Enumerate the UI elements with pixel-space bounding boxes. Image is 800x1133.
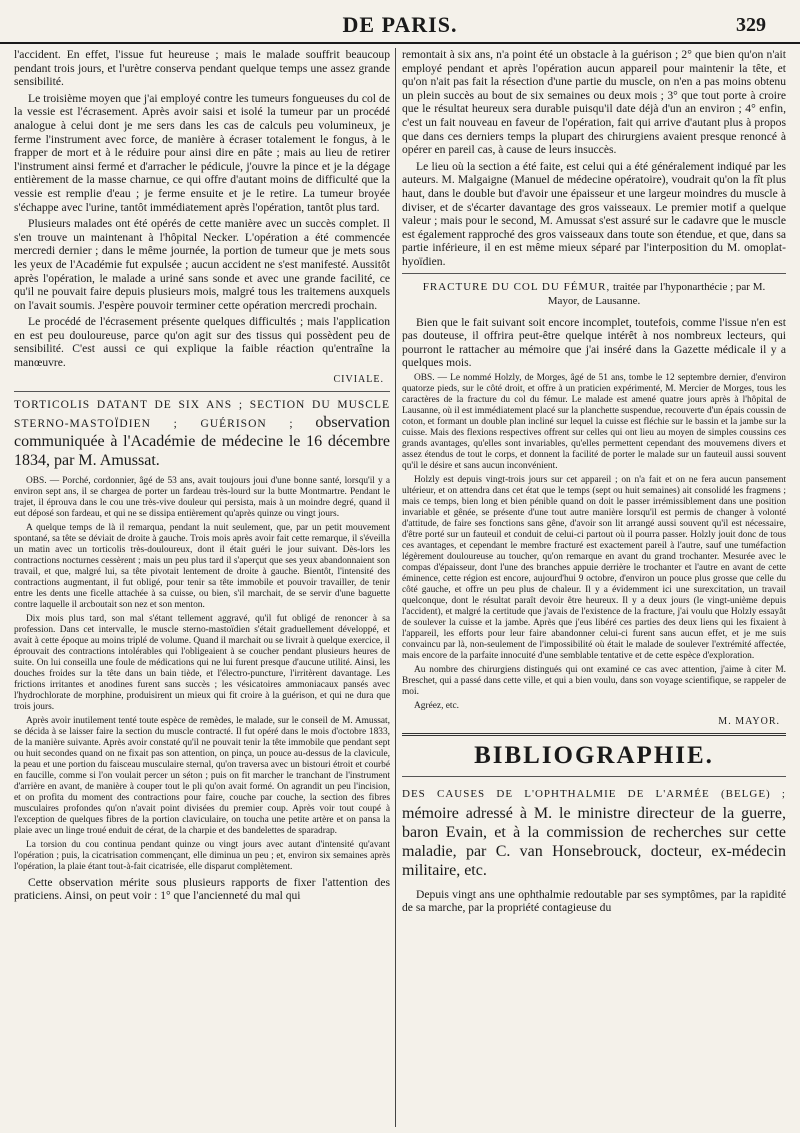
paragraph: Bien que le fait suivant soit encore incomplet, toutefois, comme l'issue n'en est pas douteuse, il offrira peut-être quelque intérêt à nos nombreux lecteurs, qui pourront le rattacher au mémoire que j'ai inséré dans la Gazette médicale il y a quelques mois. xyxy=(402,315,786,370)
bibliography-title-caps: DES CAUSES DE L'OPHTHALMIE DE L'ARMÉE (BELGE) ; xyxy=(402,787,786,800)
observation-paragraph: A quelque temps de là il remarqua, pendant la nuit seulement, que, par un petit mouvement spontané, sa tête se déviait de droite à gauche. Trois mois après avoir fait cette remarque, il s'éveilla un matin avec un torticolis très-douloureux, dont il était guéri le jour suivant. Dès-lors les contractions nocturnes cessèrent ; mais un peu plus tard il s'aperçut que ses yeux abandonnaient son travail, et que, malgré lui, sa tête pivotait lentement de droite à gauche. Bientôt, l'intensité des contractions augmentant, il fut obligé, pour tenir sa tête immobile et pouvoir travailler, de tenir entre les dents une ficelle attachée à sa cuisse, ou bien, s'il marchait, de se servir d'une baguette contre laquelle il arcboutait son nez et son menton. xyxy=(14,522,390,610)
running-title: DE PARIS. xyxy=(342,12,458,37)
article-title-fracture xyxy=(408,280,780,308)
article-title-text: observation communiquée à l'Académie de médecine le 16 décembre 1834, par M. Amussat. xyxy=(14,413,390,469)
signature-civiale: CIVIALE. xyxy=(333,373,384,385)
paragraph: Le procédé de l'écrasement présente quelques difficultés ; mais l'application en est peu douloureuse, parce qu'on agit sur des tissus qui possèdent peu de sensibilité. C'est aussi ce qui explique la faible réaction qu'entraîne la manœuvre. xyxy=(14,315,390,370)
paragraph: Plusieurs malades ont été opérés de cette manière avec un succès complet. Il s'en trouve un maintenant à l'hôpital Necker. L'opération a été commencée mercredi dernier ; dans le même journée, la portion de tumeur que je mets sous les yeux de l'Académie fut expulsée ; aucun accident ne s'est manifesté. Aussitôt après l'opération, le malade a uriné sans sonde et avec une grande facilité, ce qu'il ne pouvait faire depuis plusieurs mois, malgré tous les traitemens auxquels on l'avait soumis. J'espère pouvoir terminer cette opération mercredi prochain. xyxy=(14,217,390,312)
article-title-torticolis xyxy=(14,398,390,470)
column-divider xyxy=(395,48,396,1127)
section-divider xyxy=(402,273,786,274)
observation-paragraph: Après avoir inutilement tenté toute espèce de remèdes, le malade, sur le conseil de M. Amussat, se décida à se laisser faire la section du muscle contracté. Il fut opéré dans le mois d'octobre 1833, de la manière suivante. Après avoir constaté qu'il ne pouvait tenir la tête immobile que pendant sept ou huit secondes quand on ne fixait pas son attention, on pinça, un pouce au-dessus de la clavicule, la peau et une portion du faisceau musculaire sternal, qu'on traversa avec un bistouri étroit et courbé en faucille, comme si l'on voulait percer un séton ; puis on fit marcher le tranchant de l'instrument d'arrière en avant, de manière à couper tout le pli qu'on avait formé. On agrandit un peu l'incision, et on profita du moment des contractions pour faire, couche par couche, la section des fibres musculaires profondes qu'on n'avait point divisées du premier coup. Après voir tout coupé à l'exception de quelques fibres de la portion claviculaire, on toucha une petite artère et on pansa la plaie avec un linge troué enduit de cérat, de la charpie et des bandelettes de sparadrap. xyxy=(14,715,390,836)
paragraph: Le lieu où la section a été faite, est celui qui a été généralement indiqué par les auteurs. M. Malgaigne (Manuel de médecine opératoire), voudrait qu'on la fît plus haut, dans le double but d'avoir une épaisseur et une largeur moindres du muscle à diviser, et de s'écarter davantage des gros vaisseaux. Le premier motif a quelque valeur ; mais pour le second, M. Amussat s'est assuré sur le cadavre que le muscle est également rapproché des gros vaisseaux dans toute son étendue, et que, dans sa partie inférieure, il en est même mieux séparé par l'interposition du M. omoplat-hyoïdien. xyxy=(402,159,786,268)
observation-paragraph: Au nombre des chirurgiens distingués qui ont examiné ce cas avec attention, j'aime à citer M. Breschet, qui a passé dans cette ville, et qui a bien voulu, dans son voyage scientifique, se rappeler de moi. xyxy=(402,664,786,697)
page-header xyxy=(0,0,800,44)
left-column xyxy=(14,48,390,1127)
page-number: 329 xyxy=(736,14,766,36)
bibliography-title-text: mémoire adressé à M. le ministre directeur de la guerre, baron Evain, et à la commission de recherches sur cette maladie, par C. van Honsebrouck, docteur, ex-médecin militaire, etc. xyxy=(402,804,786,879)
fracture-title-text: traitée par l'hyponarthécie ; par M. Mayor, de Lausanne. xyxy=(547,280,766,307)
signature-mayor: M. MAYOR. xyxy=(718,715,780,727)
observation-paragraph: La torsion du cou continua pendant quinze ou vingt jours avec autant d'intensité qu'avant l'opération ; puis, la cicatrisation commençant, elle diminua un peu ; et, environ six semaines après l'opération, la plaie étant tout-à-fait cicatrisée, elle disparut complètement. xyxy=(14,839,390,872)
section-divider xyxy=(402,733,786,736)
fracture-title-caps: FRACTURE DU COL DU FÉMUR, xyxy=(422,280,611,293)
bibliography-heading: BIBLIOGRAPHIE. xyxy=(474,741,714,769)
paragraph: Le troisième moyen que j'ai employé contre les tumeurs fongueuses du col de la vessie est l'écrasement. Après avoir saisi et isolé la tumeur par un procédé analogue à celui dont je me sers dans les cas de calculs peu volumineux, je ferme l'instrument avec force, de manière à écraser totalement le fongus, à le frapper de mort et à le réduire pour ainsi dire en pâte ; mais au lieu de retirer l'instrument ainsi fermé et d'arracher le pédicule, j'ouvre la pince et je la dégage entièrement de la masse charnue, ce qui offre d'autant moins de difficulté que la vessie est remplie d'eau ; je ferme ensuite et je le retire. La tumeur broyée s'échappe avec l'urine, tantôt immédiatement après l'opération, tantôt plus tard. xyxy=(14,91,390,214)
article-title-caps: TORTICOLIS DATANT DE SIX ANS ; SECTION DU MUSCLE STERNO-MASTOÏDIEN ; GUÉRISON ; xyxy=(14,398,390,430)
bibliography-title xyxy=(402,783,786,880)
observation-paragraph: OBS. — Le nommé Holzly, de Morges, âgé de 51 ans, tombe le 12 septembre dernier, d'environ quatorze pieds, sur le côté droit, et offre à un praticien expérimenté, M. Mercier de Morges, tous les caractères de la fracture du col du fémur. Le malade est amené quatre jours après à l'hôpital de Lausanne, où il est immédiatement placé sur la planchette suspendue, recouverte d'un épais coussin de coton, et formant un double plan incliné sur lequel la cuisse est fléchie sur le bassin et la jambe sur la cuisse. Mais des flexions respectives offrent sur celles qui ont lieu au moyen de simples coussins ces grands avantages, qu'elles sont invariables, qu'elles permettent cependant des mouvemens divers et assez étendus de tout le corps, et donnent la facilité de porter le malade sur un fauteuil aussi souvent qu'il le désire et sans aucun inconvénient. xyxy=(402,372,786,471)
observation-paragraph: OBS. — Porché, cordonnier, âgé de 53 ans, avait toujours joui d'une bonne santé, lorsqu'il y a environ sept ans, il se chargea de porter un fardeau très-lourd sur la butte Montmartre. Pendant le trajet, il éprouva dans le cou une très-vive douleur qui persista, mais à un moindre degré, quand il eut déposé son fardeau, et qui ne se dissipa entièrement qu'après quinze ou vingt jours. xyxy=(14,475,390,519)
section-divider xyxy=(14,391,390,392)
paragraph: Depuis vingt ans une ophthalmie redoutable par ses symptômes, par la rapidité de sa marche, par la propriété contagieuse du xyxy=(402,887,786,915)
observation-paragraph: Holzly est depuis vingt-trois jours sur cet appareil ; on n'a fait et on ne fera aucun pansement ultérieur, et on attendra dans cet état que le temps (sept ou huit semaines) ait consolidé les fragmens ; mais ce temps, bien long et bien pénible quand on doit le passer irrémissiblement dans une position invariable et gênée, se présente d'une tout autre manière lorsqu'il est permis de changer à volonté d'attitude, de faire ses fonctions sans gêne, d'avoir son lit arrangé aussi souvent qu'il est nécessaire, d'être porté sur un fauteuil et conduit de celui-ci partout où il pourra passer. Holzly jouit donc de tous ces avantages, et cependant le membre fracturé est exactement pareil à l'autre, sauf une tuméfaction légèrement douloureuse au toucher, qu'on remarque en avant du grand trochanter. Mesurée avec le compas d'épaisseur, dont l'une des branches appuie derrière le trochanter et l'autre en avant de cette éminence, cette région est encore, aujourd'hui 9 octobre, d'environ un pouce plus grosse que celle du côté gauche, et offre un peu plus de chaleur. Il y a évidemment ici une surexcitation, un travail quelconque, dont le résultat paraît devoir être heureux. Il y a deux jours (le vingt-unième depuis l'accident), et malgré la certitude que j'avais de l'existence de la fracture, j'ai voulu que Holzly essayât de soulever la cuisse et la jambe. Après que j'eus libéré ces parties des deux liens qui les fixaient à l'appareil, les efforts pour leur faire abandonner celui-ci furent sans aucun effet, et je me suis convaincu par là, non-seulement de l'impossibilité où était le malade de soulever l'extrémité affectée, mais encore de la parfaite innocuité d'une semblable tentative et de cette espèce d'exploration. xyxy=(402,474,786,661)
right-column xyxy=(402,48,786,1127)
closing-line: Agréez, etc. xyxy=(414,700,460,711)
paragraph: remontait à six ans, n'a point été un obstacle à la guérison ; 2° que bien qu'on n'ait employé pendant et après l'opération aucun appareil pour maintenir la tête, et qu'on n'ait pas fait la résection d'une partie du muscle, on n'en a pas moins obtenu un plein succès au bout de six semaines ou deux mois ; 3° que tout porte à croire que le résultat heureux sera durable puisqu'il date déjà d'un an environ ; 4° enfin, c'est un fait nouveau en faveur de l'opération, fait qui arrive d'autant plus à propos que dans ces derniers temps la plupart des chirurgiens avaient presque renoncé à opérer en pareil cas, à cause de leurs insuccès. xyxy=(402,48,786,157)
paragraph: Cette observation mérite sous plusieurs rapports de fixer l'attention des praticiens. Ainsi, on peut voir : 1° que l'ancienneté du mal qui xyxy=(14,875,390,903)
observation-paragraph: Dix mois plus tard, son mal s'étant tellement aggravé, qu'il fut obligé de renoncer à sa profession. Dans cet intervalle, le muscle sterno-mastoïdien s'était graduellement développé, et avait à cette époque au moins triplé de volume. Quand il marchait ou se livrait à quelque exercice, il éprouvait des contractions intolérables qui l'obligeaient à se coucher pendant plusieurs heures de suite. On lui conseilla une foule de médications qui ne lui furent presque d'aucune utilité. Ainsi, les douches froides sur la tête dans un bain tiède, et l'électro-puncture, l'irritèrent davantage. Les frictions irritantes et anodines furent sans succès ; les vésicatoires ammoniacaux pansés avec l'hydrochlorate de morphine, produisirent un mieux qui fit croire à la guérison, et qui ne dura que trois jours. xyxy=(14,613,390,712)
paragraph: l'accident. En effet, l'issue fut heureuse ; mais le malade souffrit beaucoup pendant trois jours, et l'urètre conserva pendant quelque temps une assez grande sensibilité. xyxy=(14,48,390,89)
section-divider xyxy=(402,776,786,777)
